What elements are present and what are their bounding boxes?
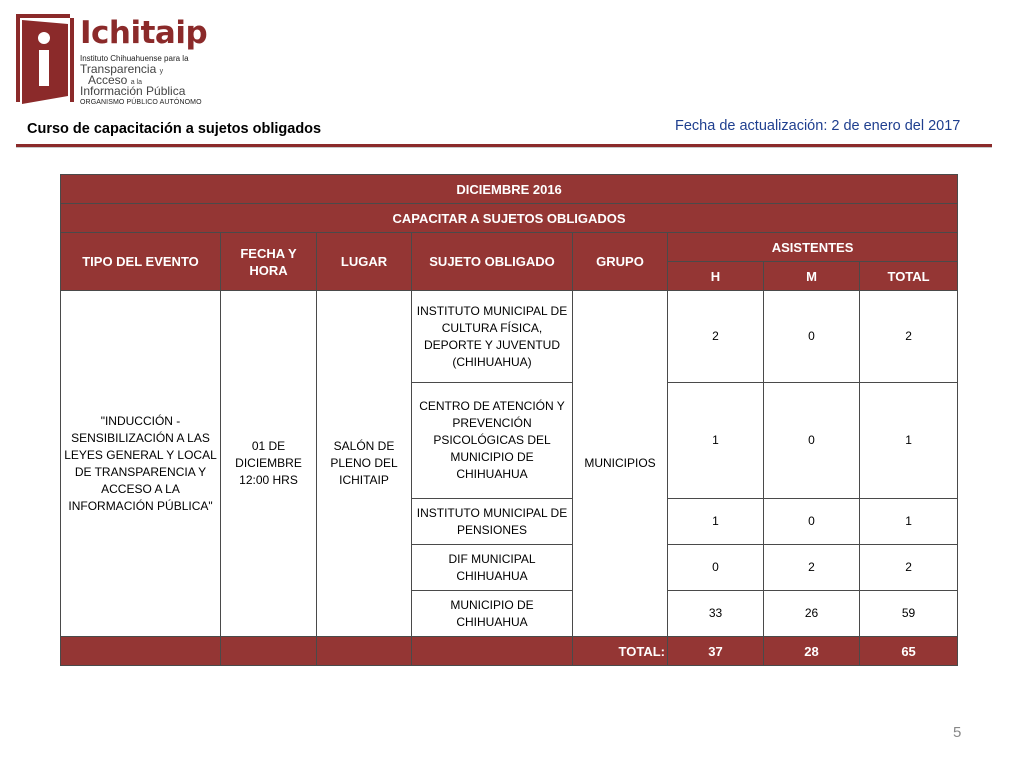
totals-empty-cell bbox=[317, 637, 412, 666]
table-title: DICIEMBRE 2016 bbox=[61, 175, 958, 204]
logo-line3-small: a la bbox=[130, 79, 142, 86]
m-cell: 0 bbox=[764, 499, 860, 545]
training-table bbox=[60, 174, 958, 666]
total-cell: 2 bbox=[860, 545, 958, 591]
header-sujeto: SUJETO OBLIGADO bbox=[412, 233, 573, 291]
totals-empty-cell bbox=[221, 637, 317, 666]
logo-line2-big: Transparencia bbox=[80, 62, 157, 76]
totals-h: 37 bbox=[668, 637, 764, 666]
totals-label: TOTAL: bbox=[573, 637, 668, 666]
m-cell: 0 bbox=[764, 383, 860, 499]
header-grupo: GRUPO bbox=[573, 233, 668, 291]
ichitaip-logo bbox=[16, 14, 216, 108]
sujeto-cell: INSTITUTO MUNICIPAL DE PENSIONES bbox=[412, 499, 573, 545]
h-cell: 33 bbox=[668, 591, 764, 637]
header-total: TOTAL bbox=[860, 262, 958, 291]
logo-line2-small: y bbox=[159, 68, 164, 75]
totals-total: 65 bbox=[860, 637, 958, 666]
totals-m: 28 bbox=[764, 637, 860, 666]
logo-line3-big: Acceso bbox=[88, 73, 128, 87]
update-date: Fecha de actualización: 2 de enero del 2017 bbox=[675, 118, 961, 134]
logo-door-icon bbox=[16, 14, 74, 106]
header-lugar: LUGAR bbox=[317, 233, 412, 291]
logo-line5: ORGANISMO PÚBLICO AUTÓNOMO bbox=[80, 99, 202, 106]
header-fecha: FECHA Y HORA bbox=[221, 233, 317, 291]
table-row bbox=[61, 291, 958, 383]
event-grupo: MUNICIPIOS bbox=[573, 291, 668, 637]
event-fecha: 01 DE DICIEMBRE 12:00 HRS bbox=[221, 291, 317, 637]
course-title: Curso de capacitación a sujetos obligados bbox=[27, 121, 322, 137]
header-m: M bbox=[764, 262, 860, 291]
table-subtitle: CAPACITAR A SUJETOS OBLIGADOS bbox=[61, 204, 958, 233]
sujeto-cell: MUNICIPIO DE CHIHUAHUA bbox=[412, 591, 573, 637]
totals-empty-cell bbox=[412, 637, 573, 666]
logo-line4: Información Pública bbox=[80, 84, 186, 98]
event-lugar: SALÓN DE PLENO DEL ICHITAIP bbox=[317, 291, 412, 637]
sujeto-cell: CENTRO DE ATENCIÓN Y PREVENCIÓN PSICOLÓGICAS DEL MUNICIPIO DE CHIHUAHUA bbox=[412, 383, 573, 499]
header-h: H bbox=[668, 262, 764, 291]
table-header-row bbox=[61, 233, 958, 262]
m-cell: 0 bbox=[764, 291, 860, 383]
h-cell: 1 bbox=[668, 499, 764, 545]
total-cell: 2 bbox=[860, 291, 958, 383]
sujeto-cell: DIF MUNICIPAL CHIHUAHUA bbox=[412, 545, 573, 591]
h-cell: 2 bbox=[668, 291, 764, 383]
total-cell: 1 bbox=[860, 383, 958, 499]
m-cell: 26 bbox=[764, 591, 860, 637]
totals-empty-cell bbox=[61, 637, 221, 666]
header-divider-shadow bbox=[16, 147, 992, 148]
header-tipo: TIPO DEL EVENTO bbox=[61, 233, 221, 291]
logo-name: Ichitaip bbox=[80, 15, 208, 51]
total-cell: 59 bbox=[860, 591, 958, 637]
header-asistentes: ASISTENTES bbox=[668, 233, 958, 262]
h-cell: 0 bbox=[668, 545, 764, 591]
table-subtitle-row bbox=[61, 204, 958, 233]
h-cell: 1 bbox=[668, 383, 764, 499]
totals-row bbox=[61, 637, 958, 666]
sujeto-cell: INSTITUTO MUNICIPAL DE CULTURA FÍSICA, DEPORTE Y JUVENTUD (CHIHUAHUA) bbox=[412, 291, 573, 383]
total-cell: 1 bbox=[860, 499, 958, 545]
logo-line1: Instituto Chihuahuense para la bbox=[80, 54, 189, 63]
page-number: 5 bbox=[953, 724, 962, 741]
table-title-row bbox=[61, 175, 958, 204]
event-tipo: "INDUCCIÓN - SENSIBILIZACIÓN A LAS LEYES GENERAL Y LOCAL DE TRANSPARENCIA Y ACCESO A LA INFORMACIÓN PÚBLICA" bbox=[61, 291, 221, 637]
m-cell: 2 bbox=[764, 545, 860, 591]
